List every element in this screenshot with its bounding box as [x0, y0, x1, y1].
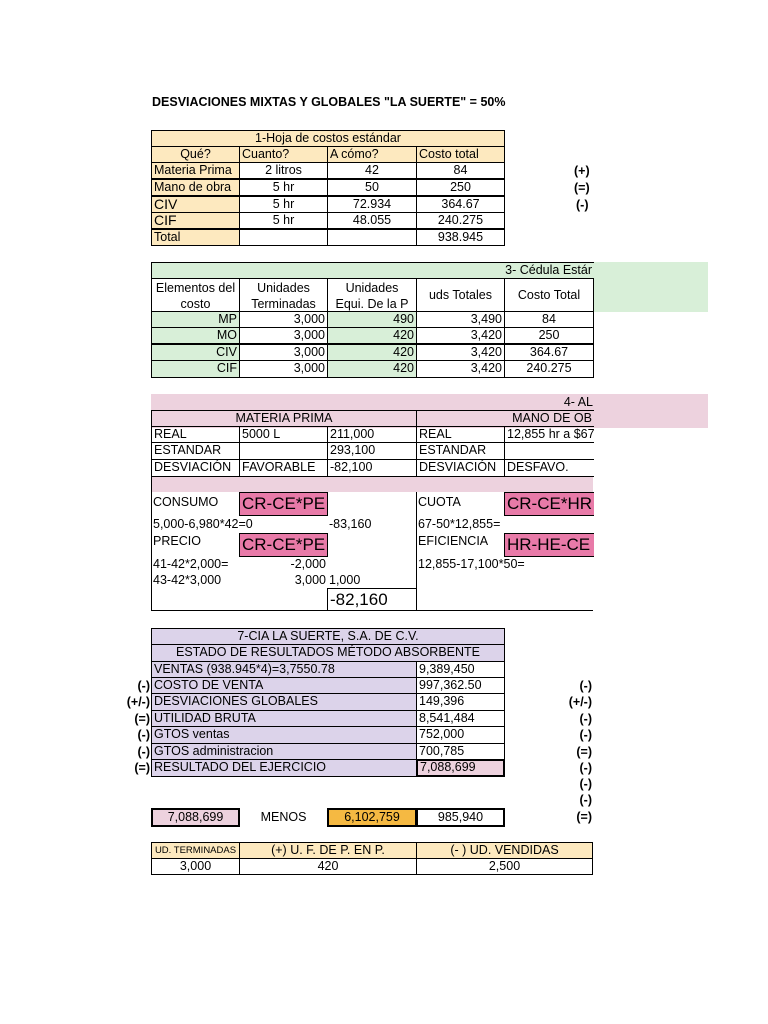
cedula-row-label: MO [151, 327, 240, 344]
mp-precio-calc1: 41-42*2,000= [153, 557, 229, 571]
hoja-row-cell: 5 hr [239, 196, 328, 213]
mp-std-val: 293,100 [327, 442, 417, 460]
mp-real-val: 211,000 [327, 426, 417, 443]
estado-sign-right: (=) [576, 810, 592, 824]
hoja-row-cell [327, 229, 417, 246]
estado-sign-right: (-) [579, 679, 592, 693]
estado-sign-right: (-) [579, 712, 592, 726]
estado-row-label: COSTO DE VENTA [151, 677, 417, 694]
hoja-row-cell [239, 229, 328, 246]
mp-precio-formula: CR-CE*PE [239, 533, 328, 557]
resumen-v1: 7,088,699 [151, 808, 240, 827]
resumen-menos: MENOS [260, 810, 307, 824]
mp-total: -82,160 [327, 588, 417, 611]
hoja-row-label: Mano de obra [151, 179, 240, 196]
hoja-row-cell: 5 hr [239, 212, 328, 229]
estado-row-value: 700,785 [416, 743, 505, 760]
mo-ef-formula: HR-HE-CE [504, 533, 594, 557]
estado-sign-left: (+/-) [126, 695, 150, 709]
cedula-row-label: MP [151, 311, 240, 328]
mo-cuota-formula: CR-CE*HR [504, 492, 594, 516]
cedula-cell: 3,000 [239, 311, 328, 328]
cedula-band [593, 262, 708, 312]
cedula-cell: 250 [504, 327, 594, 344]
mp-precio-val3: 1,000 [329, 573, 361, 587]
mp-real-label: REAL [151, 426, 240, 443]
cedula-cell: 3,420 [416, 360, 505, 378]
cedula-cell: 3,420 [416, 344, 505, 361]
cedula-cell: 364.67 [504, 344, 594, 361]
cedula-cell: 3,490 [416, 311, 505, 328]
cedula-header: Elementos del costo [151, 278, 240, 312]
hoja-row-label: Materia Prima [151, 162, 240, 179]
estado-sign-right: (-) [579, 777, 592, 791]
estado-sign-left: (=) [134, 761, 150, 775]
cedula-cell: 240.275 [504, 360, 594, 378]
mp-consumo-calc: 5,000-6,980*42=0 [153, 517, 253, 531]
hoja-row-cell: 364.67 [416, 196, 505, 213]
mp-desv-type: FAVORABLE [239, 459, 328, 477]
mp-desv-label: DESVIACIÓN [151, 459, 240, 477]
mo-real-val: 12,855 hr a $67 [504, 426, 594, 443]
hoja-row-cell: 84 [416, 162, 505, 179]
analisis-pink-row [152, 476, 593, 492]
estado-sign-right: (-) [579, 793, 592, 807]
cedula-row-label: CIF [151, 360, 240, 378]
mo-ef-label: EFICIENCIA [418, 534, 489, 548]
cedula-cell: 84 [504, 311, 594, 328]
mo-cuota-label: CUOTA [418, 495, 461, 509]
cedula-header: uds Totales [416, 278, 505, 312]
unidades-header-terminadas: UD. TERMINADAS [151, 842, 240, 859]
hoja-row-label: CIF [151, 212, 240, 229]
estado-sign-left: (-) [137, 745, 150, 759]
unidades-header-vendidas: (- ) UD. VENDIDAS [416, 842, 593, 859]
cedula-cell: 3,420 [416, 327, 505, 344]
mo-std-empty [504, 442, 594, 460]
analisis-title: 4- AL [563, 395, 593, 409]
hoja-row-cell: 240.275 [416, 212, 505, 229]
estado-resultado-value: 7,088,699 [416, 759, 505, 777]
estado-sign-right: (-) [579, 728, 592, 742]
mo-desv-label: DESVIACIÓN [416, 459, 505, 477]
hoja-title: 1-Hoja de costos estándar [151, 130, 505, 147]
mp-header: MATERIA PRIMA [151, 410, 417, 427]
cedula-title: 3- Cédula Estár [151, 262, 594, 279]
mo-header: MANO DE OB [416, 410, 594, 427]
estado-title2: ESTADO DE RESULTADOS MÉTODO ABSORBENTE [151, 644, 505, 662]
mp-real-qty: 5000 L [239, 426, 328, 443]
cedula-header: Unidades Terminadas [239, 278, 328, 312]
cedula-header: Costo Total [504, 278, 594, 312]
hoja-row-cell: 48.055 [327, 212, 417, 229]
estado-row-value: 752,000 [416, 726, 505, 744]
estado-row-label: RESULTADO DEL EJERCICIO [151, 759, 417, 777]
hoja-header-como: A cómo? [327, 146, 417, 163]
resumen-v3: 985,940 [416, 808, 505, 827]
mp-std-empty [239, 442, 328, 460]
hoja-header-cuanto: Cuanto? [239, 146, 328, 163]
cedula-cell: 420 [327, 327, 417, 344]
estado-sign-left: (=) [134, 712, 150, 726]
mp-consumo-val: -83,160 [329, 517, 372, 531]
unidades-ufpp-value: 420 [239, 858, 417, 875]
mo-std-label: ESTANDAR [416, 442, 505, 460]
unidades-vendidas-value: 2,500 [416, 858, 593, 875]
estado-row-value: 149,396 [416, 693, 505, 711]
cedula-cell: 3,000 [239, 344, 328, 361]
unidades-terminadas-value: 3,000 [151, 858, 240, 875]
estado-sign-right: (=) [576, 745, 592, 759]
page-title: DESVIACIONES MIXTAS Y GLOBALES "LA SUERTE" = 50% [152, 95, 506, 109]
mp-precio-calc2: 43-42*3,000 [153, 573, 222, 587]
sign-equals: (=) [574, 181, 590, 195]
estado-row-label: GTOS ventas [151, 726, 417, 744]
estado-title1: 7-CIA LA SUERTE, S.A. DE C.V. [151, 628, 505, 645]
hoja-row-cell: 250 [416, 179, 505, 196]
estado-row-label: GTOS administracion [151, 743, 417, 760]
cedula-cell: 420 [327, 344, 417, 361]
hoja-header-costo: Costo total [416, 146, 505, 163]
cedula-row-label: CIV [151, 344, 240, 361]
estado-row-value: 8,541,484 [416, 710, 505, 727]
estado-row-value: 997,362.50 [416, 677, 505, 694]
hoja-row-cell: 50 [327, 179, 417, 196]
estado-sign-left: (-) [137, 728, 150, 742]
hoja-row-cell: 42 [327, 162, 417, 179]
estado-sign-right: (-) [579, 761, 592, 775]
mo-real-label: REAL [416, 426, 505, 443]
mp-consumo-label: CONSUMO [153, 495, 219, 509]
hoja-total-value: 938.945 [416, 229, 505, 246]
mo-ef-calc: 12,855-17,100*50= [418, 557, 525, 571]
cedula-cell: 3,000 [239, 327, 328, 344]
hoja-header-que: Qué? [151, 146, 240, 163]
cedula-cell: 490 [327, 311, 417, 328]
hoja-total-label: Total [151, 229, 240, 246]
hoja-row-cell: 72.934 [327, 196, 417, 213]
sign-minus: (-) [576, 198, 589, 212]
mo-cuota-calc: 67-50*12,855= [418, 517, 501, 531]
hoja-row-cell: 2 litros [239, 162, 328, 179]
mp-precio-val2: 3,000 [294, 573, 326, 587]
cedula-cell: 3,000 [239, 360, 328, 378]
mp-precio-label: PRECIO [153, 534, 201, 548]
hoja-row-cell: 5 hr [239, 179, 328, 196]
sign-plus: (+) [574, 164, 590, 178]
mp-precio-val1: -2,000 [290, 557, 326, 571]
estado-row-label: DESVIACIONES GLOBALES [151, 693, 417, 711]
cedula-cell: 420 [327, 360, 417, 378]
resumen-v2: 6,102,759 [327, 808, 417, 827]
estado-row-label: VENTAS (938.945*4)=3,7550.78 [151, 661, 417, 678]
estado-sign-right: (+/-) [568, 695, 592, 709]
estado-row-label: UTILIDAD BRUTA [151, 710, 417, 727]
mp-desv-val: -82,100 [327, 459, 417, 477]
mp-consumo-formula: CR-CE*PE [239, 492, 328, 516]
unidades-header-ufpp: (+) U. F. DE P. EN P. [239, 842, 417, 859]
estado-sign-left: (-) [137, 679, 150, 693]
mo-desv-type: DESFAVO. [504, 459, 594, 477]
mp-std-label: ESTANDAR [151, 442, 240, 460]
hoja-row-label: CIV [151, 196, 240, 213]
cedula-header: Unidades Equi. De la P [327, 278, 417, 312]
estado-row-value: 9,389,450 [416, 661, 505, 678]
